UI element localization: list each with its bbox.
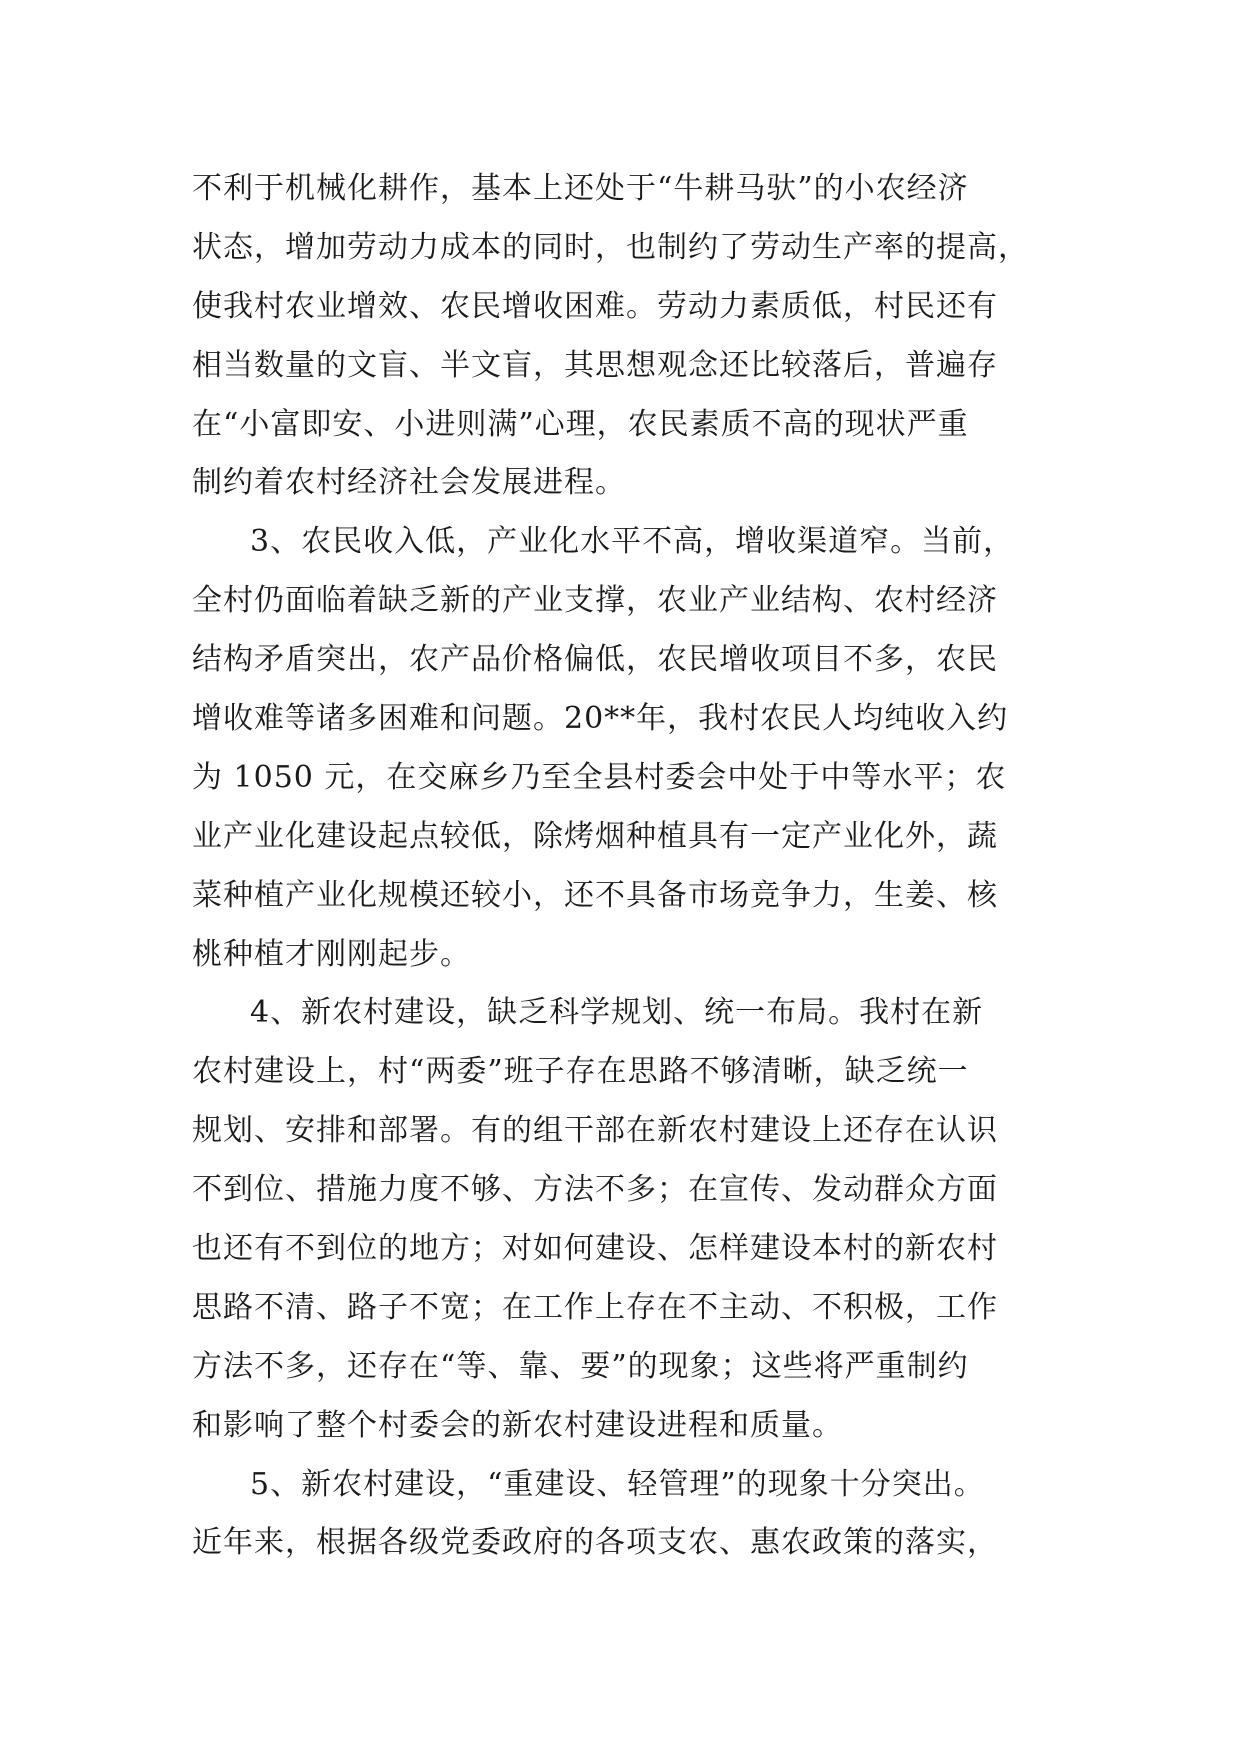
- paragraph-3-first-line: 3、农民收入低，产业化水平不高，增收渠道窄。当前，: [250, 524, 1015, 560]
- text-line: 近年来，根据各级党委政府的各项支农、惠农政策的落实，: [192, 1525, 998, 1561]
- text-line: 结构矛盾突出，农产品价格偏低，农民增收项目不多，农民: [192, 642, 998, 678]
- text-line: 桃种植才刚刚起步。: [192, 936, 471, 972]
- paragraph-4-first-line: 4、新农村建设，缺乏科学规划、统一布局。我村在新: [250, 995, 984, 1031]
- text-line: 不利于机械化耕作，基本上还处于“牛耕马驮”的小农经济: [192, 171, 969, 206]
- text-line: 使我村农业增效、农民增收困难。劳动力素质低，村民还有: [192, 288, 998, 324]
- text-line: 相当数量的文盲、半文盲，其思想观念还比较落后，普遍存: [192, 347, 998, 383]
- paragraph-5-first-line: 5、新农村建设，“重建设、轻管理”的现象十分突出。: [250, 1466, 985, 1502]
- text-line: 规划、安排和部署。有的组干部在新农村建设上还存在认识: [192, 1113, 998, 1149]
- text-line: 状态，增加劳动力成本的同时，也制约了劳动生产率的提高，: [192, 229, 1029, 265]
- text-line: 为 1050 元，在交麻乡乃至全县村委会中处于中等水平；农: [192, 759, 1007, 795]
- text-line: 思路不清、路子不宽；在工作上存在不主动、不积极，工作: [192, 1289, 998, 1325]
- body-text: [192, 160, 1072, 1573]
- text-line: 全村仍面临着缺乏新的产业支撑，农业产业结构、农村经济: [192, 583, 998, 619]
- text-line: 增收难等诸多困难和问题。20**年，我村农民人均纯收入约: [192, 701, 1009, 737]
- text-line: 也还有不到位的地方；对如何建设、怎样建设本村的新农村: [192, 1231, 998, 1267]
- text-line: 不到位、措施力度不够、方法不多；在宣传、发动群众方面: [192, 1172, 998, 1208]
- text-line: 在“小富即安、小进则满”心理，农民素质不高的现状严重: [192, 406, 969, 442]
- text-line: 和影响了整个村委会的新农村建设进程和质量。: [192, 1407, 843, 1443]
- text-line: 农村建设上，村“两委”班子存在思路不够清晰，缺乏统一: [192, 1054, 969, 1090]
- text-line: 业产业化建设起点较低，除烤烟种植具有一定产业化外，蔬: [192, 818, 998, 854]
- text-line: 方法不多，还存在“等、靠、要”的现象；这些将严重制约: [192, 1348, 969, 1384]
- text-line: 制约着农村经济社会发展进程。: [192, 465, 626, 501]
- text-line: 菜种植产业化规模还较小，还不具备市场竞争力，生姜、核: [192, 877, 998, 913]
